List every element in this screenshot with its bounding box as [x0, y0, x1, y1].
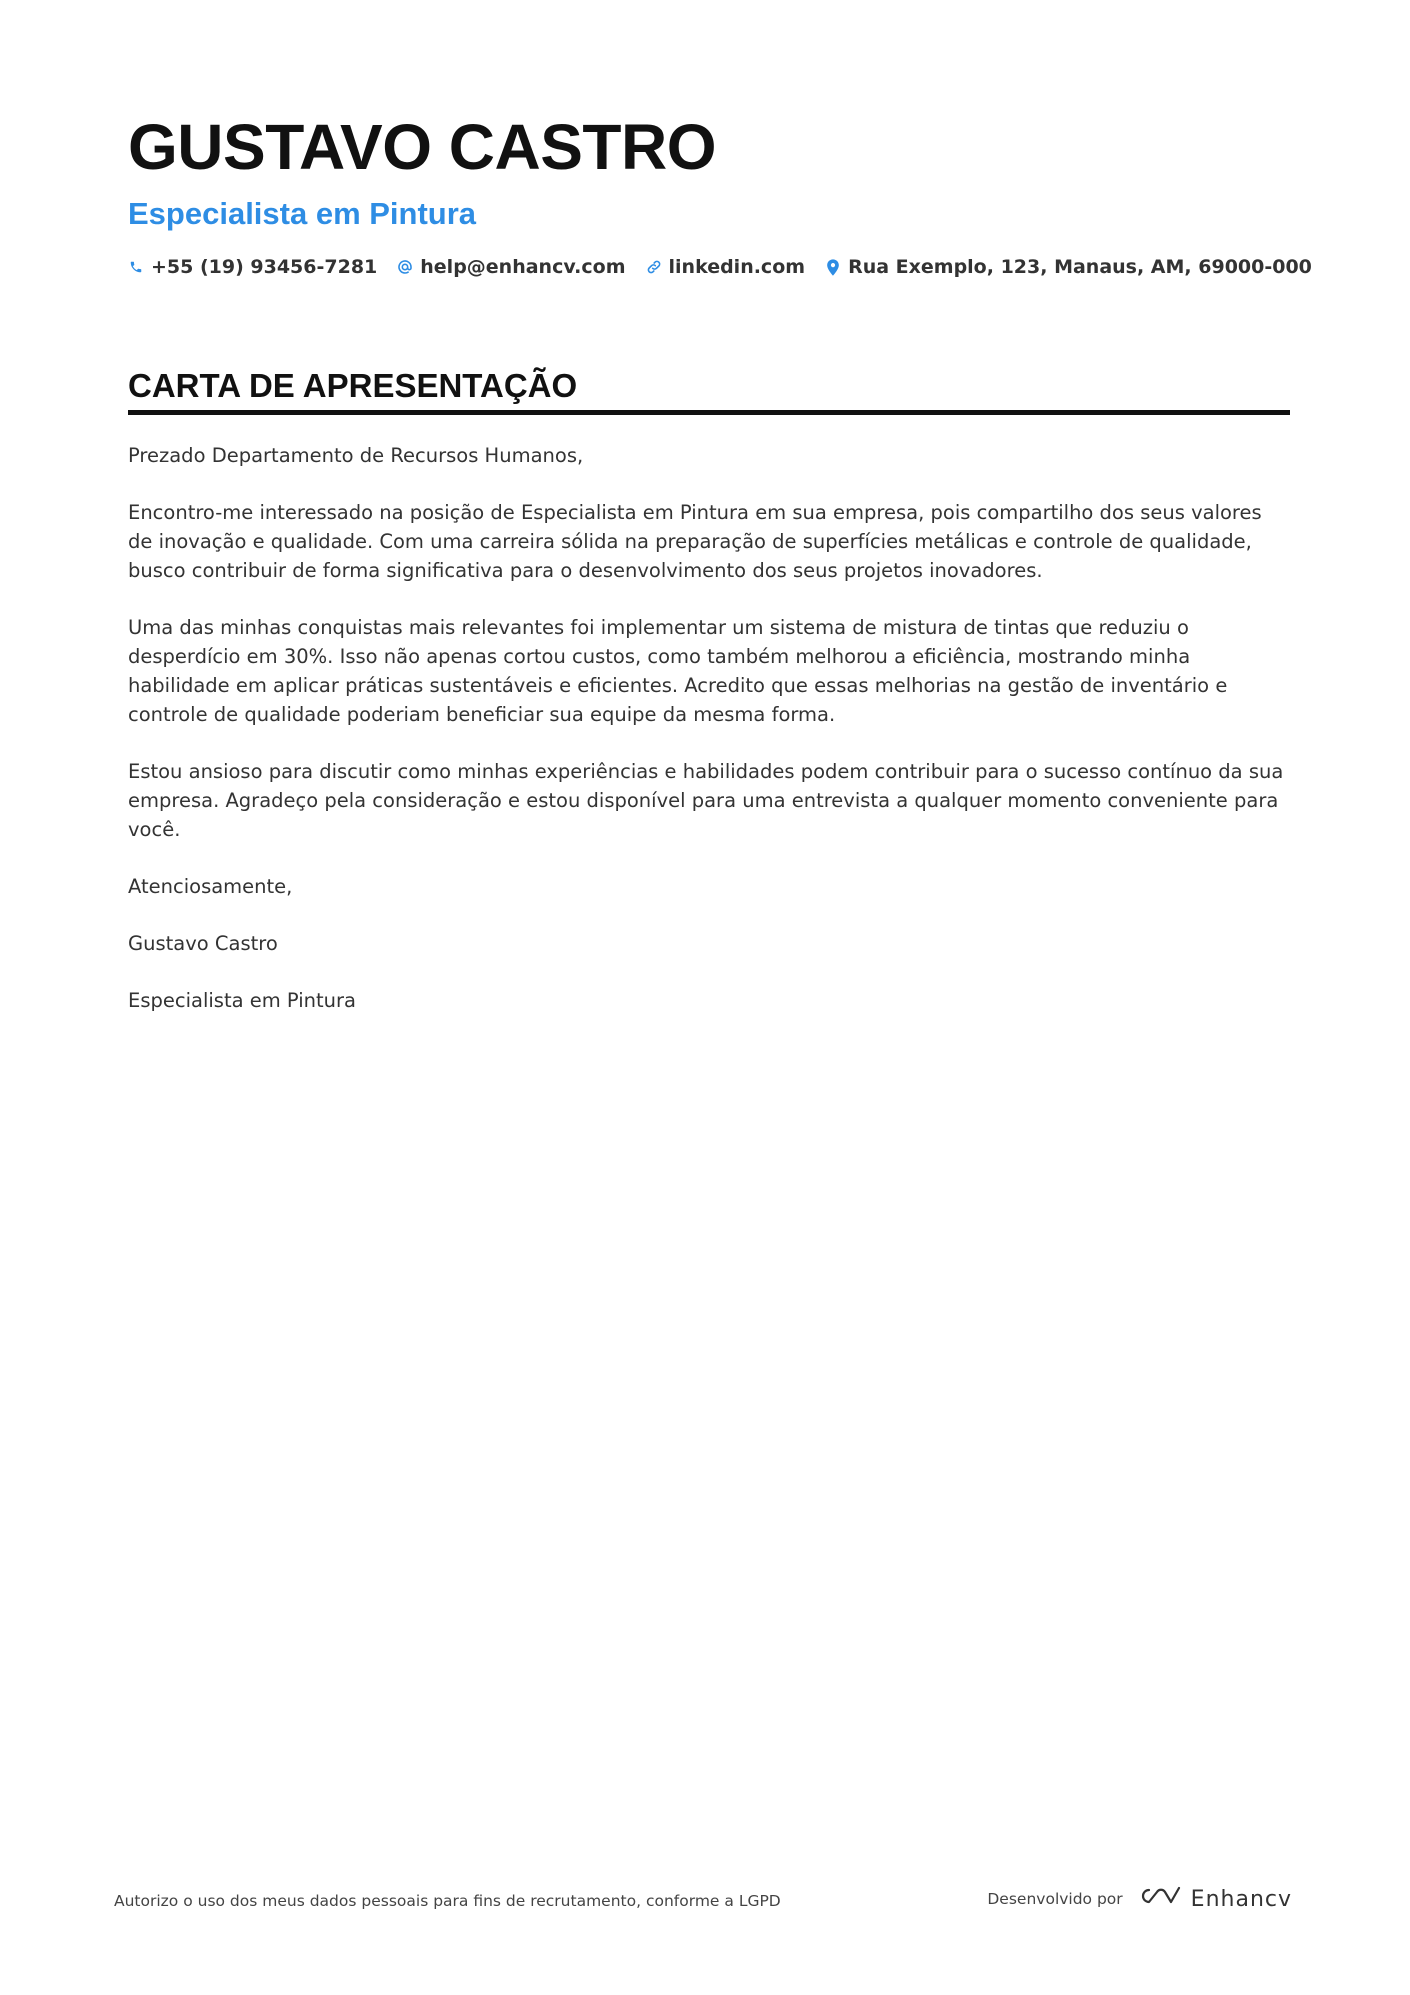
brand-logo[interactable]	[1135, 1884, 1292, 1914]
letter-paragraph: Encontro-me interessado na posição de Especialista em Pintura em sua empresa, pois compartilho dos seus valores de inovação e qualidade. Com uma carreira sólida na preparação de superfícies metálicas e controle de qualidade, busco contribuir de forma significativa para o desenvolvimento dos seus projetos inovadores.	[128, 501, 1262, 582]
brand-name: Enhancv	[1190, 1886, 1292, 1912]
contact-email	[397, 256, 625, 278]
consent-note: Autorizo o uso dos meus dados pessoais para fins de recrutamento, conforme a LGPD	[114, 1892, 781, 1910]
contact-linkedin	[646, 256, 806, 278]
letter-paragraph: Uma das minhas conquistas mais relevantes foi implementar um sistema de mistura de tintas que reduziu o desperdício em 30%. Isso não apenas cortou custos, como também melhorou a eficiência, mostrando minha habilidade em aplicar práticas sustentáveis e eficientes. Acredito que essas melhorias na gestão de inventário e controle de qualidade poderiam beneficiar sua equipe da mesma forma.	[128, 616, 1228, 726]
letter-paragraph: Estou ansioso para discutir como minhas experiências e habilidades podem contribuir para o sucesso contínuo da sua empresa. Agradeço pela consideração e estou disponível para uma entrevista a qualquer momento conveniente para você.	[128, 760, 1284, 841]
letter-closing: Atenciosamente,	[128, 875, 293, 898]
candidate-title: Especialista em Pintura	[128, 196, 477, 231]
cover-letter-section	[128, 364, 1290, 1043]
candidate-name: GUSTAVO CASTRO	[128, 111, 716, 183]
email-text: help@enhancv.com	[420, 256, 626, 278]
powered-by	[987, 1884, 1292, 1914]
contact-address	[825, 256, 1312, 278]
at-icon	[397, 258, 413, 276]
section-divider	[128, 410, 1290, 415]
header	[128, 108, 1312, 278]
section-title: CARTA DE APRESENTAÇÃO	[128, 367, 578, 404]
phone-text: +55 (19) 93456-7281	[151, 256, 378, 278]
address-text: Rua Exemplo, 123, Manaus, AM, 69000-000	[848, 256, 1312, 278]
letter-greeting: Prezado Departamento de Recursos Humanos,	[128, 444, 584, 467]
phone-icon	[128, 258, 144, 276]
map-pin-icon	[825, 258, 841, 276]
signature-title: Especialista em Pintura	[128, 989, 357, 1012]
contact-bar	[128, 256, 1312, 278]
contact-phone	[128, 256, 377, 278]
powered-by-label: Desenvolvido por	[987, 1890, 1123, 1908]
letter-body	[128, 441, 1290, 1015]
signature-name: Gustavo Castro	[128, 932, 278, 955]
link-icon	[646, 258, 662, 276]
linkedin-text: linkedin.com	[668, 256, 806, 278]
enhancv-logo-icon	[1135, 1884, 1183, 1914]
